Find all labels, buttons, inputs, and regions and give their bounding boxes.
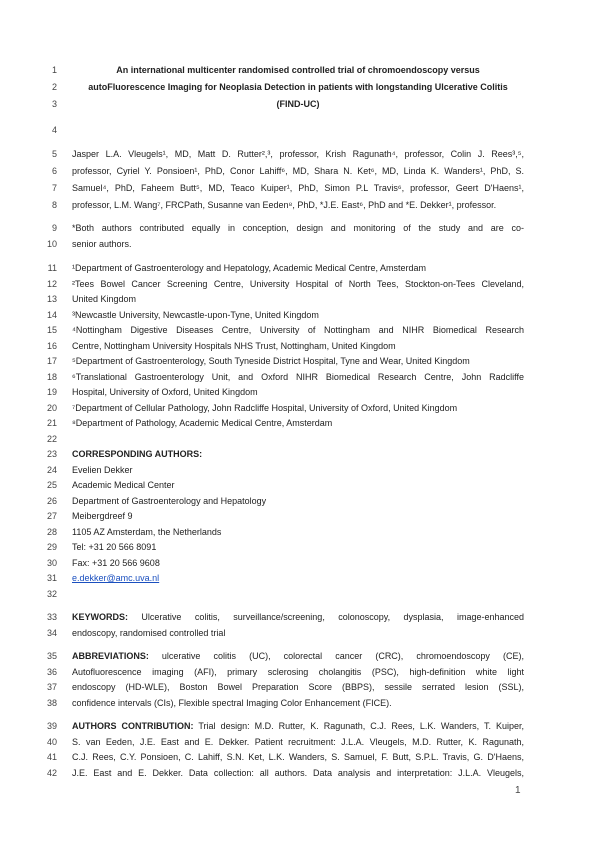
line-number: 10 — [46, 239, 57, 249]
line-number: 8 — [51, 200, 57, 210]
page-number: 1 — [515, 785, 521, 796]
text-line: ⁴Nottingham Digestive Diseases Centre, University of Nottingham and NIHR Biomedical Research — [72, 325, 524, 335]
title-line: An international multicenter randomised controlled trial of chromoendoscopy versus — [116, 65, 480, 75]
section-text: Trial design: M.D. Rutter, K. Ragunath, C.J. Rees, L.K. Wanders, T. Kuiper, — [193, 721, 524, 731]
text-line: Academic Medical Center — [72, 480, 175, 490]
text-line: ⁶Translational Gastroenterology Unit, and Oxford NIHR Biomedical Research Centre, John Radcliffe — [72, 372, 524, 382]
text-line: confidence intervals (CIs), Flexible spectral Imaging Color Enhancement (FICE). — [72, 698, 392, 708]
line-number: 26 — [46, 496, 57, 506]
text-line: Evelien Dekker — [72, 465, 133, 475]
line-number: 6 — [51, 166, 57, 176]
line-number: 11 — [47, 263, 57, 273]
text-line: C.J. Rees, C.Y. Ponsioen, C. Lahiff, S.N. Ket, L.K. Wanders, S. Samuel, F. Butt, S.P.L. Travis, G. D'Haens, — [72, 752, 524, 762]
text-line: J.E. East and E. Dekker. Data collection: all authors. Data analysis and interpretation: J.L.A. Vleugels, — [72, 768, 524, 778]
line-number: 40 — [46, 737, 57, 747]
line-number: 2 — [51, 82, 57, 92]
line-number: 38 — [46, 698, 57, 708]
section-text: Ulcerative colitis, surveillance/screening, colonoscopy, dysplasia, image-enhanced — [128, 612, 524, 622]
text-line: Fax: +31 20 566 9608 — [72, 558, 160, 568]
line-number: 36 — [46, 667, 57, 677]
section-heading: KEYWORDS: — [72, 612, 128, 622]
line-number: 9 — [51, 223, 57, 233]
line-number: 42 — [46, 768, 57, 778]
line-number: 23 — [46, 449, 57, 459]
text-line: Autofluorescence imaging (AFI), primary sclerosing cholangitis (PSC), high-definition white light — [72, 667, 524, 677]
line-number: 14 — [46, 310, 57, 320]
line-number: 37 — [46, 682, 57, 692]
text-line: *Both authors contributed equally in conception, design and monitoring of the study and are co- — [72, 223, 524, 233]
line-number: 25 — [46, 480, 57, 490]
text-line: Centre, Nottingham University Hospitals NHS Trust, Nottingham, United Kingdom — [72, 341, 396, 351]
line-number: 15 — [46, 325, 57, 335]
text-line: 1105 AZ Amsterdam, the Netherlands — [72, 527, 222, 537]
line-number: 35 — [46, 651, 57, 661]
line-number: 16 — [46, 341, 57, 351]
line-number: 24 — [46, 465, 57, 475]
line-number: 17 — [46, 356, 57, 366]
text-line: Hospital, University of Oxford, United Kingdom — [72, 387, 258, 397]
email-line — [72, 572, 524, 585]
line-number: 33 — [46, 612, 57, 622]
line-number: 32 — [46, 589, 57, 599]
email-link[interactable]: e.dekker@amc.uva.nl — [72, 573, 160, 583]
text-line: United Kingdom — [72, 294, 137, 304]
text-line: professor, Cyriel Y. Ponsioen¹, PhD, Conor Lahiff⁶, MD, Shara N. Ket⁶, MD, Linda K. Wanders¹, PhD, S. — [72, 166, 524, 176]
text-line: senior authors. — [72, 239, 132, 249]
line-number: 5 — [51, 149, 57, 159]
line-number: 20 — [46, 403, 57, 413]
section-line — [72, 611, 524, 624]
line-number: 34 — [46, 628, 57, 638]
text-line: Samuel⁴, PhD, Faheem Butt⁵, MD, Teaco Kuiper¹, PhD, Simon P.L Travis⁶, professor, Geert D'Haens¹, — [72, 183, 524, 193]
text-line: ⁸Department of Pathology, Academic Medical Centre, Amsterdam — [72, 418, 333, 428]
text-line: ⁷Department of Cellular Pathology, John Radcliffe Hospital, University of Oxford, United Kingdom — [72, 403, 458, 413]
line-number: 19 — [46, 387, 57, 397]
line-number: 22 — [46, 434, 57, 444]
line-number: 13 — [46, 294, 57, 304]
line-number: 18 — [46, 372, 57, 382]
line-number: 3 — [51, 99, 57, 109]
line-number: 39 — [46, 721, 57, 731]
section-text: ulcerative colitis (UC), colorectal cancer (CRC), chromoendoscopy (CE), — [148, 651, 524, 661]
text-line: Tel: +31 20 566 8091 — [72, 542, 157, 552]
section-heading: AUTHORS CONTRIBUTION: — [72, 721, 194, 731]
text-line: Department of Gastroenterology and Hepatology — [72, 496, 267, 506]
line-number: 27 — [46, 511, 57, 521]
line-number: 21 — [46, 418, 57, 428]
line-number: 30 — [46, 558, 57, 568]
line-number: 12 — [46, 279, 57, 289]
section-line — [72, 720, 524, 733]
text-line: S. van Eeden, J.E. East and E. Dekker. Patient recruitment: J.L.A. Vleugels, M.D. Rutter, K. Ragunath, — [72, 737, 524, 747]
text-line: endoscopy (HD-WLE), Boston Bowel Preparation Score (BBPS), sessile serrated lesion (SSL), — [72, 682, 524, 692]
line-number: 1 — [51, 65, 57, 75]
line-number: 41 — [46, 752, 57, 762]
line-number: 28 — [46, 527, 57, 537]
text-line: Meibergdreef 9 — [72, 511, 133, 521]
line-number: 7 — [51, 183, 57, 193]
text-line: endoscopy, randomised controlled trial — [72, 628, 226, 638]
text-line: ³Newcastle University, Newcastle-upon-Tyne, United Kingdom — [72, 310, 319, 320]
text-line: professor, L.M. Wang⁷, FRCPath, Susanne van Eeden⁸, PhD, *J.E. East⁶, PhD and *E. Dekker¹, professor. — [72, 200, 497, 210]
text-line: ¹Department of Gastroenterology and Hepatology, Academic Medical Centre, Amsterdam — [72, 263, 427, 273]
title-line: autoFluorescence Imaging for Neoplasia Detection in patients with longstanding Ulcerative Colitis — [88, 82, 508, 92]
line-number: 31 — [46, 573, 57, 583]
text-line: ²Tees Bowel Cancer Screening Centre, University Hospital of North Tees, Stockton-on-Tees Cleveland, — [72, 279, 524, 289]
text-line: CORRESPONDING AUTHORS: — [72, 449, 203, 459]
line-number: 29 — [46, 542, 57, 552]
section-heading: ABBREVIATIONS: — [72, 651, 149, 661]
text-line: ⁵Department of Gastroenterology, South Tyneside District Hospital, Tyne and Wear, United Kingdom — [72, 356, 470, 366]
section-line — [72, 650, 524, 663]
text-line: Jasper L.A. Vleugels¹, MD, Matt D. Rutter²,³, professor, Krish Ragunath⁴, professor, Colin J. Rees³,⁵, — [72, 149, 524, 159]
line-number: 4 — [51, 125, 57, 135]
title-line: (FIND-UC) — [276, 99, 320, 109]
